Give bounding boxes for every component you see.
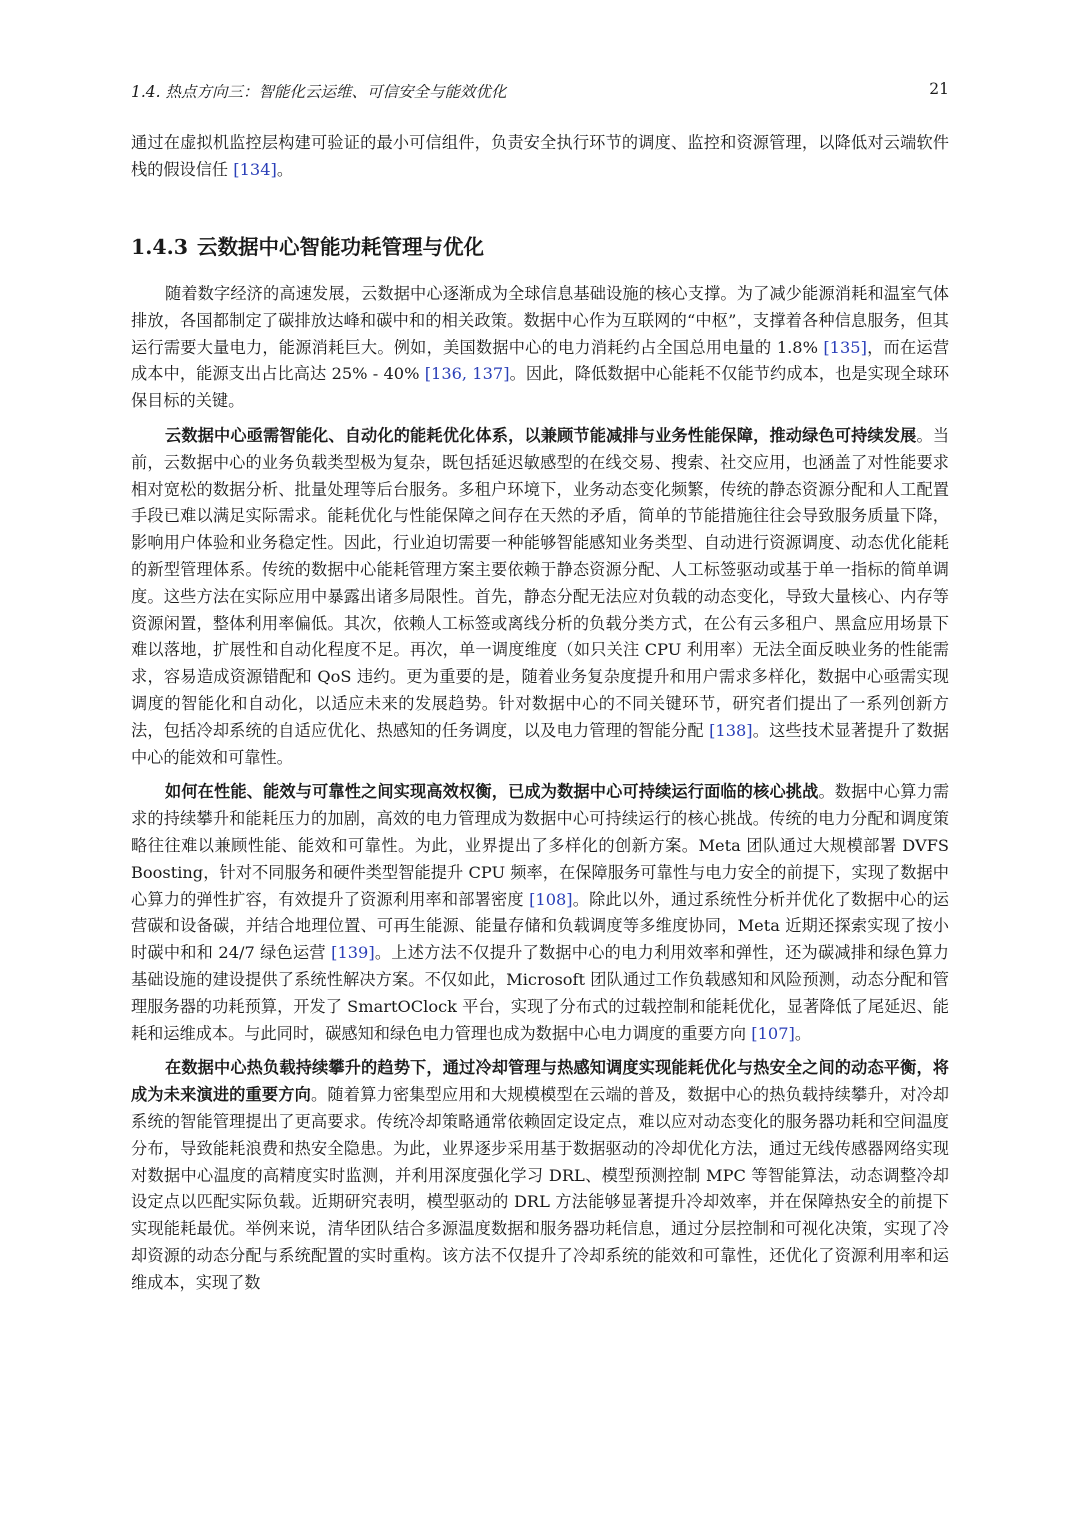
paragraph-lead-bold: 在数据中心热负载持续攀升的趋势下，通过冷却管理与热感知调度实现能耗优化与热安全之间的动态平衡，将成为未来演进的重要方向 [131, 1058, 949, 1105]
intro-text: 通过在虚拟机监控层构建可验证的最小可信组件，负责安全执行环节的调度、监控和资源管理，以降低对云端软件栈的假设信任 [131, 133, 949, 179]
paragraph-text: 随着数字经济的高速发展，云数据中心逐渐成为全球信息基础设施的核心支撑。为了减少能源消耗和温室气体排放，各国都制定了碳排放达峰和碳中和的相关政策。数据中心作为互联网的“中枢”，支撑着各种信息服务，但其运行需要大量电力，能源消耗巨大。例如，美国数据中心的电力消耗约占全国总用电量的 1.8% [131, 284, 949, 357]
section-heading [131, 232, 484, 262]
paragraph-lead-bold: 如何在性能、能效与可靠性之间实现高效权衡，已成为数据中心可持续运行面临的核心挑战 [165, 782, 819, 802]
paragraph-text: 。这些技术显著提升了数据中心的能效和可靠性。 [131, 720, 949, 767]
citation-link[interactable]: [107] [751, 1023, 795, 1043]
paragraph-text: 。上述方法不仅提升了数据中心的电力利用效率和弹性，还为碳减排和绿色算力基础设施的建设提供了系统性解决方案。不仅如此，Microsoft 团队通过工作负载感知和风险预测，动态分配和管理服务器的功耗预算，开发了 SmartOClock 平台，实现了分布式的过载控制和能耗优化，显著降低了尾延迟、能耗和运维成本。与此同时，碳感知和绿色电力管理也成为数据中心电力调度的重要方向 [131, 943, 949, 1043]
intro-tail: 。 [276, 159, 293, 179]
intro-block [131, 130, 949, 192]
paragraph-text: ，而在运营成本中，能源支出占比高达 25% - 40% [131, 337, 950, 384]
paragraph-text: 。当前，云数据中心的业务负载类型极为复杂，既包括延迟敏感型的在线交易、搜索、社交应用，也涵盖了对性能要求相对宽松的数据分析、批量处理等后台服务。多租户环境下，业务动态变化频繁，传统的静态资源分配和人工配置手段已难以满足实际需求。能耗优化与性能保障之间存在天然的矛盾，简单的节能措施往往会导致服务质量下降，影响用户体验和业务稳定性。因此，行业迫切需要一种能够智能感知业务类型、自动进行资源调度、动态优化能耗的新型管理体系。传统的数据中心能耗管理方案主要依赖于静态资源分配、人工标签驱动或基于单一指标的简单调度。这些方法在实际应用中暴露出诸多局限性。首先，静态分配无法应对负载的动态变化，导致大量核心、内存等资源闲置，整体利用率偏低。其次，依赖人工标签或离线分析的负载分类方式，在公有云多租户、黑盒应用场景下难以落地，扩展性和自动化程度不足。再次，单一调度维度（如只关注 CPU 利用率）无法全面反映业务的性能需求，容易造成资源错配和 QoS 违约。更为重要的是，随着业务复杂度提升和用户需求多样化，数据中心亟需实现调度的智能化和自动化，以适应未来的发展趋势。针对数据中心的不同关键环节，研究者们提出了一系列创新方法，包括冷却系统的自适应优化、热感知的任务调度，以及电力管理的智能分配 [131, 425, 950, 740]
paragraph-text: 。数据中心算力需求的持续攀升和能耗压力的加剧，高效的电力管理成为数据中心可持续运行的核心挑战。传统的电力分配和调度策略往往难以兼顾性能、能效和可靠性。为此，业界提出了多样化的创新方案。Meta 团队通过大规模部署 DVFS Boosting，针对不同服务和硬件类型智能提升 CPU 频率，在保障服务可靠性与电力安全的前提下，实现了数据中心算力的弹性扩容，有效提升了资源利用率和部署密度 [131, 782, 950, 909]
paragraph-thermal-management [131, 1055, 949, 1296]
citation-link[interactable]: [134] [233, 159, 277, 179]
citation-link[interactable]: [135] [823, 337, 867, 357]
paragraph-intelligent-optimization [131, 423, 949, 771]
citation-link[interactable]: [138] [709, 720, 753, 740]
paragraph-text: 。除此以外，通过系统性分析并优化了数据中心的运营碳和设备碳，并结合地理位置、可再生能源、能量存储和负载调度等多维度协同，Meta 近期还探索实现了按小时碳中和和 24/7 绿色运营 [131, 889, 949, 963]
citation-link[interactable]: [136, 137] [424, 364, 510, 384]
intro-paragraph [131, 130, 949, 184]
section-number: 1.4.3 [131, 235, 189, 259]
section-body [131, 281, 949, 1304]
paragraph-text: 。 [794, 1023, 811, 1043]
paragraph-text: 。因此，降低数据中心能耗不仅能节约成本，也是实现全球环保目标的关键。 [131, 364, 950, 411]
paragraph-power-tradeoff [131, 779, 949, 1047]
running-header [131, 80, 949, 104]
citation-link[interactable]: [139] [331, 943, 375, 963]
paragraph-text: 。随着算力密集型应用和大规模模型在云端的普及，数据中心的热负载持续攀升，对冷却系统的智能管理提出了更高要求。传统冷却策略通常依赖固定设定点，难以应对动态变化的服务器功耗和空间温度分布，导致能耗浪费和热安全隐患。为此，业界逐步采用基于数据驱动的冷却优化方法，通过无线传感器网络实现对数据中心温度的高精度实时监测，并利用深度强化学习 DRL、模型预测控制 MPC 等智能算法，动态调整冷却设定点以匹配实际负载。近期研究表明，模型驱动的 DRL 方法能够显著提升冷却效率，并在保障热安全的前提下实现能耗最优。举例来说，清华团队结合多源温度数据和服务器功耗信息，通过分层控制和可视化决策，实现了冷却资源的动态分配与系统配置的实时重构。该方法不仅提升了冷却系统的能效和可靠性，还优化了资源利用率和运维成本，实现了数 [131, 1085, 949, 1292]
citation-link[interactable]: [108] [529, 889, 573, 909]
page-number: 21 [929, 80, 949, 98]
paragraph-lead-bold: 云数据中心亟需智能化、自动化的能耗优化体系，以兼顾节能减排与业务性能保障，推动绿色可持续发展 [165, 425, 917, 445]
section-title: 云数据中心智能功耗管理与优化 [197, 235, 484, 259]
paragraph-energy-background [131, 281, 949, 415]
chapter-title: 1.4. 热点方向三：智能化云运维、可信安全与能效优化 [131, 83, 507, 101]
